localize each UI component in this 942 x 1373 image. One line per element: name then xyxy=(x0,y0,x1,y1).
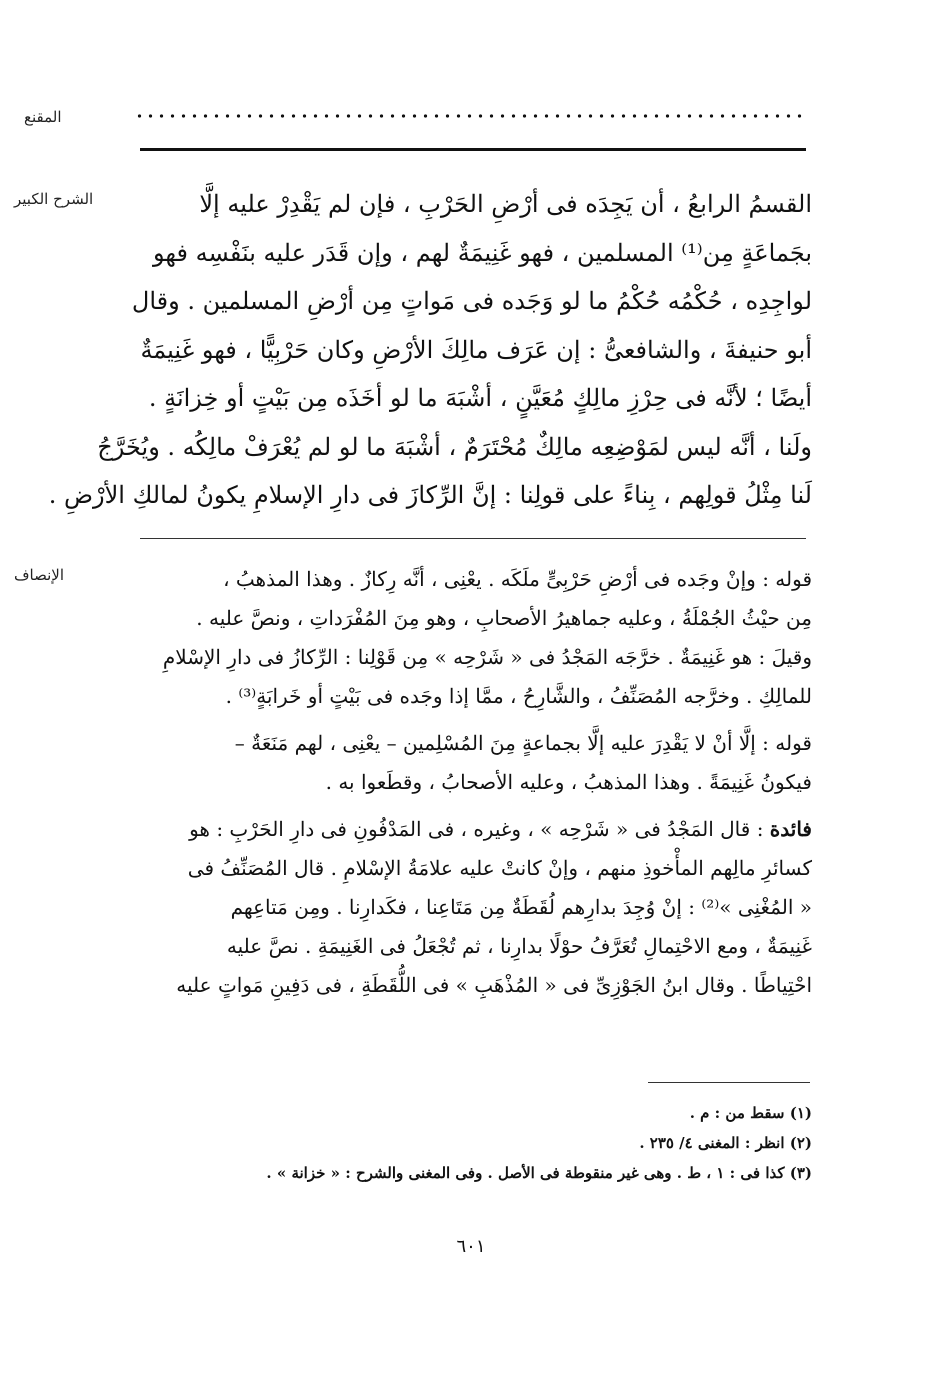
sharh-line: ولَنا ، أنَّه ليس لمَوْضِعِه مالِكٌ مُحْتَرَمٌ ، أشْبَهَ ما لو لم يُعْرَفْ مالِكُه . ويُخَرَّجُ xyxy=(97,432,812,461)
insaf-line: « المُغْنِى »⁽²⁾ : إنْ وُجِدَ بدارِهم لُقَطَةٌ مِن مَتَاعِنا ، فكَدارِنا . ومِن مَتاعِهم xyxy=(230,895,812,919)
sharh-line: أيضًا ؛ لأنَّه فى حِرْزِ مالِكٍ مُعَيَّنٍ ، أشْبَهَ ما لو أخَذَه مِن بَيْتٍ أو خِزانَةٍ . xyxy=(148,384,812,412)
sharh-label: الشرح الكبير xyxy=(14,190,94,208)
insaf-line: كسائرِ مالِهم المأْخوذِ منهم ، وإنْ كانتْ عليه علامَةُ الإسْلامِ . قال المُصَنِّفُ فى xyxy=(187,856,812,880)
footnotes xyxy=(136,1098,812,1188)
insaf-line: وقيلَ : هو غَنِيمَةٌ . خرَّجَه المَجْدُ فى « شَرْحِه » مِن قَوْلِنا : الرِّكازُ فى دارِ الإسْلامِ xyxy=(162,645,812,669)
insaf-label: الإنصاف xyxy=(14,566,65,584)
sharh-line: أبو حنيفةَ ، والشافعىُّ : إن عَرَف مالِكَ الأرْضِ وكان حَرْبِيًّا ، فهو غَنِيمَةٌ xyxy=(140,335,812,364)
faida-text: : قال المَجْدُ فى « شَرْحِه » ، وغيره ، فى المَدْفُونِ فى دارِ الحَرْبِ : هو xyxy=(189,817,770,841)
insaf-paragraph-1 xyxy=(136,560,812,716)
insaf-line: مِن حيْثُ الجُمْلَةُ ، وعليه جماهيرُ الأصحابِ ، وهو مِنَ المُفْرَداتِ ، ونصَّ عليه . xyxy=(196,606,812,630)
insaf-line: احْتِياطًا . وقال ابنُ الجَوْزِىِّ فى « المُذْهَبِ » فى اللُّقَطَةِ ، فى دَفِينِ مَواتٍ عليه xyxy=(176,973,812,997)
header-rule xyxy=(140,148,806,151)
running-head: المقنع xyxy=(24,108,62,126)
footnote-rule xyxy=(648,1082,810,1083)
insaf-line xyxy=(136,810,812,849)
insaf-line: فيكونُ غَنِيمَةً . وهذا المذهبُ ، وعليه الأصحابُ ، وقطَعوا به . xyxy=(325,770,812,794)
insaf-line: قوله : وإنْ وجَده فى أرْضِ حَرْبِىٍّ ملَكَه . يعْنِى ، أنَّه رِكازٌ . وهذا المذهبُ ، xyxy=(223,567,812,591)
sharh-line: القسمُ الرابعُ ، أن يَجِدَه فى أرْضِ الحَرْبِ ، فإن لم يَقْدِرْ عليه إلَّا xyxy=(199,190,812,218)
sharh-line: لَنا مِثْلُ قولِهم ، بِناءً على قولِنا : إنَّ الرِّكازَ فى دارِ الإسلامِ يكونُ لمالكِ الأرْضِ . xyxy=(48,481,812,509)
insaf-text xyxy=(136,560,812,1005)
insaf-paragraph-3 xyxy=(136,810,812,1005)
footnote-1: (١) سقط من : م . xyxy=(689,1104,812,1122)
footnote-3: (٣) كذا فى : ١ ، ط . وهى غير منقوطة فى الأصل . وفى المغنى والشرح : « خزانة » . xyxy=(266,1164,812,1182)
insaf-paragraph-2 xyxy=(136,724,812,802)
section-divider xyxy=(140,538,806,539)
dotted-leader xyxy=(134,112,806,120)
insaf-line: غَنِيمَةٌ ، ومع الاحْتِمالِ تُعَرَّفُ حوْلًا بدارِنا ، ثم تُجْعَلُ فى الغَنِيمَةِ . نصَّ عليه xyxy=(226,934,812,958)
sharh-line: بجَماعَةٍ مِن⁽¹⁾ المسلمين ، فهو غَنِيمَةٌ لهم ، وإن قَدَر عليه بنَفْسِه فهو xyxy=(153,238,812,267)
footnote-2: (٢) انظر : المغنى ٤/ ٢٣٥ . xyxy=(639,1134,812,1152)
insaf-line: قوله : إلَّا أنْ لا يَقْدِرَ عليه إلَّا بجماعةٍ مِنَ المُسْلِمين – يعْنِى ، لهم مَنَعَةٌ – xyxy=(234,731,812,755)
faida-heading: فائدة xyxy=(769,817,812,841)
insaf-line: للمالِكِ . وخرَّجه المُصَنِّفُ ، والشَّارِحُ ، ممَّا إذا وجَده فى بَيْتٍ أو خَرابَةٍ⁽³⁾ . xyxy=(225,684,812,708)
page-number: ٦٠١ xyxy=(456,1236,486,1257)
sharh-line: لواجِدِه ، حُكْمُه حُكْمُ ما لو وَجَده فى مَواتٍ مِن أرْضِ المسلمين . وقال xyxy=(131,287,812,315)
